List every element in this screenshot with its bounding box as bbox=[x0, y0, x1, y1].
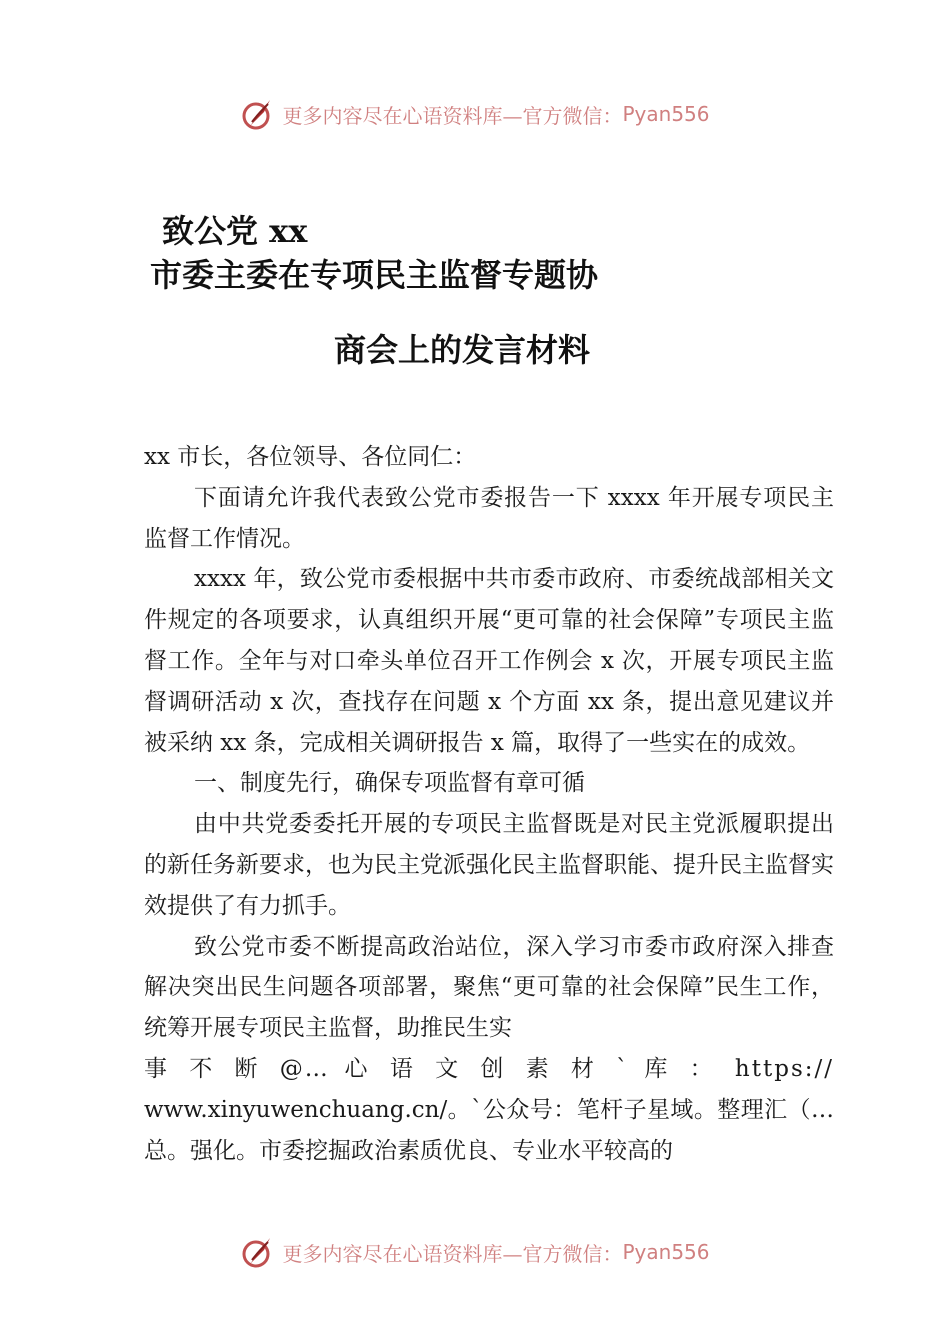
watermark-text: 更多内容尽在心语资料库—官方微信： bbox=[282, 103, 623, 128]
paragraph-summary: xxxx 年，致公党市委根据中共市委市政府、市委统战部相关文件规定的各项要求，认真组织开展“更可靠的社会保障”专项民主监督工作。全年与对口牵头单位召开工作例会 x 次，开展专项民主监督调研活动 x 次，查找存在问题 x 个方面 xx 条，提出意见建议并被采纳 xx 条，完成相关调研报告 x 篇，取得了一些实在的成效。 bbox=[144, 566, 834, 756]
doc-title-line3: 商会上的发言材料 bbox=[334, 331, 591, 369]
quill-logo-icon bbox=[240, 1234, 276, 1270]
doc-title-line2: 市委主委在专项民主监督专题协 bbox=[150, 256, 599, 294]
watermark-wechat-id: Pyan556 bbox=[622, 102, 710, 126]
watermark-wechat-id: Pyan556 bbox=[622, 1240, 710, 1264]
paragraph-section1-detail: 致公党市委不断提高政治站位，深入学习市委市政府深入排查解决突出民生问题各项部署，聚焦“更可靠的社会保障”民生工作，统筹开展专项民主监督，助推民生实 bbox=[144, 933, 834, 1042]
doc-body bbox=[144, 437, 834, 1171]
paragraph-watermark-line: 事 不 断 @… 心 语 文 创 素 材 ` 库 ： https:// bbox=[144, 1055, 834, 1082]
watermark-banner-bottom bbox=[0, 1232, 950, 1272]
paragraph-intro: 下面请允许我代表致公党市委报告一下 xxxx 年开展专项民主监督工作情况。 bbox=[144, 484, 834, 552]
section-heading-1: 一、制度先行，确保专项监督有章可循 bbox=[194, 770, 585, 797]
greeting: xx 市长，各位领导、各位同仁： bbox=[144, 444, 477, 470]
watermark-banner-top bbox=[0, 94, 950, 134]
paragraph-section1: 由中共党委委托开展的专项民主监督既是对民主党派履职提出的新任务新要求，也为民主党派强化民主监督职能、提升民主监督实效提供了有力抓手。 bbox=[144, 811, 834, 919]
paragraph-continued: www.xinyuwenchuang.cn/。`公众号：笔杆子星域。整理汇（…总。强化。市委挖掘政治素质优良、专业水平较高的 bbox=[144, 1096, 834, 1164]
doc-title-line1: 致公党 xx bbox=[162, 212, 308, 250]
quill-logo-icon bbox=[240, 96, 276, 132]
watermark-text: 更多内容尽在心语资料库—官方微信： bbox=[282, 1241, 623, 1266]
